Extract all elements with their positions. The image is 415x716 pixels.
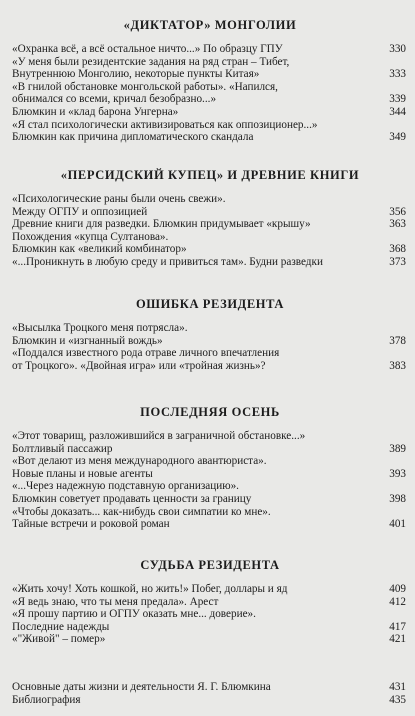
toc-entry bbox=[12, 430, 408, 455]
page-number: 431 bbox=[389, 681, 406, 693]
entry-line: «"Живой" – помер» bbox=[12, 633, 106, 646]
toc-entry bbox=[12, 243, 408, 256]
page-number: 333 bbox=[389, 68, 406, 81]
page-number: 389 bbox=[389, 442, 406, 455]
toc-entry bbox=[12, 119, 408, 132]
entry-line: «Поддался известного рода отраве личного впечатления bbox=[12, 347, 280, 360]
entry-line: обнимался со всеми, кричал безобразно...» bbox=[12, 93, 217, 106]
entry-line: Блюмкин как «великий комбинатор» bbox=[12, 243, 187, 256]
entry-line: «...Проникнуть в любую среду и привиться там». Будни разведки bbox=[12, 255, 323, 268]
toc-entry bbox=[12, 633, 408, 646]
toc-entry bbox=[12, 608, 408, 633]
toc-entry bbox=[12, 322, 408, 347]
entry-line: «Чтобы доказать... как-нибудь свои симпатии ко мне». bbox=[12, 505, 271, 518]
toc-section-persian-merchant bbox=[12, 167, 408, 269]
entry-line: Блюмкин советует продавать ценности за границу bbox=[12, 492, 252, 505]
entry-line: «Охранка всё, а всё остальное ничто...» По образцу ГПУ bbox=[12, 43, 283, 55]
entry-line: «Я ведь знаю, что ты меня предала». Арест bbox=[12, 595, 219, 608]
page-number: 401 bbox=[389, 518, 406, 531]
page-number: 417 bbox=[389, 620, 406, 633]
page-number: 349 bbox=[389, 131, 406, 144]
page-number: 421 bbox=[389, 633, 406, 646]
entry-line: Древние книги для разведки. Блюмкин придумывает «крышу» bbox=[12, 218, 311, 231]
entry-line: «Высылка Троцкого меня потрясла». bbox=[12, 322, 188, 334]
entry-line: Последние надежды bbox=[12, 620, 110, 633]
section-heading: ПОСЛЕДНЯЯ ОСЕНЬ bbox=[140, 405, 280, 419]
toc-entry bbox=[12, 193, 408, 218]
entry-line: Внутреннюю Монголию, некоторые пункты Китая» bbox=[12, 68, 260, 81]
entry-line: «Я прошу партию и ОГПУ оказать мне... доверие». bbox=[12, 608, 256, 621]
page-number: 409 bbox=[389, 583, 406, 595]
page-number: 373 bbox=[389, 255, 406, 268]
toc-entry bbox=[12, 347, 408, 372]
page-number: 393 bbox=[389, 467, 406, 480]
section-heading: «ДИКТАТОР» МОНГОЛИИ bbox=[123, 18, 297, 32]
page-number: 398 bbox=[389, 492, 406, 505]
entry-line: «В гнилой обстановке монгольской работы». «Напился, bbox=[12, 80, 278, 93]
page-number: 344 bbox=[389, 105, 406, 118]
entry-line: Блюмкин как причина дипломатического скандала bbox=[12, 131, 254, 144]
entry-line: «Жить хочу! Хоть кошкой, но жить!» Побег, доллары и яд bbox=[12, 583, 288, 595]
toc-entry bbox=[12, 131, 408, 144]
toc-entry bbox=[12, 694, 408, 707]
page-number: 368 bbox=[389, 243, 406, 256]
toc-section-appendix bbox=[12, 681, 408, 706]
section-heading: ОШИБКА РЕЗИДЕНТА bbox=[135, 297, 285, 311]
entry-line: Тайные встречи и роковой роман bbox=[12, 518, 170, 531]
entry-line: Библиография bbox=[12, 693, 81, 706]
toc-entry bbox=[12, 56, 408, 81]
entry-line: «Психологические раны были очень свежи». bbox=[12, 193, 226, 205]
entry-line: Блюмкин и «клад барона Унгерна» bbox=[12, 105, 179, 118]
page-number: 378 bbox=[389, 334, 406, 347]
entry-line: «У меня были резидентские задания на ряд стран – Тибет, bbox=[12, 55, 290, 68]
toc-entry bbox=[12, 256, 408, 269]
toc-entry bbox=[12, 81, 408, 106]
entry-line: «Я стал психологически активизироваться как оппозиционер...» bbox=[12, 118, 318, 131]
toc-entry bbox=[12, 218, 408, 231]
page-number: 339 bbox=[389, 93, 406, 106]
toc-entry bbox=[12, 43, 408, 56]
toc-entry bbox=[12, 596, 408, 609]
page-number: 363 bbox=[389, 218, 406, 231]
toc-entry bbox=[12, 106, 408, 119]
toc-section-resident-mistake bbox=[12, 296, 408, 372]
entry-line: Похождения «купца Султанова». bbox=[12, 230, 169, 243]
toc-section-mongolia bbox=[12, 17, 408, 144]
toc-entry bbox=[12, 681, 408, 694]
toc-section-resident-fate bbox=[12, 557, 408, 646]
toc-entry bbox=[12, 231, 408, 244]
entry-line: Между ОГПУ и оппозицией bbox=[12, 205, 148, 218]
toc-section-last-autumn bbox=[12, 404, 408, 531]
entry-line: Новые планы и новые агенты bbox=[12, 467, 153, 480]
entry-line: «Этот товарищ, разложившийся в заграничной обстановке...» bbox=[12, 430, 306, 442]
toc-entry bbox=[12, 583, 408, 596]
toc-entry bbox=[12, 480, 408, 505]
entry-line: «Вот делают из меня международного авантюриста». bbox=[12, 455, 267, 468]
page-number: 412 bbox=[389, 595, 406, 608]
toc-entry bbox=[12, 506, 408, 531]
entry-line: от Троцкого». «Двойная игра» или «тройная жизнь»? bbox=[12, 359, 266, 372]
toc-entry bbox=[12, 455, 408, 480]
entry-line: Болтливый пассажир bbox=[12, 442, 113, 455]
entry-line: Основные даты жизни и деятельности Я. Г. Блюмкина bbox=[12, 681, 271, 693]
section-heading: СУДЬБА РЕЗИДЕНТА bbox=[140, 558, 280, 572]
page-number: 383 bbox=[389, 359, 406, 372]
entry-line: «...Через надежную подставную организацию». bbox=[12, 480, 239, 493]
page-number: 435 bbox=[389, 693, 406, 706]
section-heading: «ПЕРСИДСКИЙ КУПЕЦ» И ДРЕВНИЕ КНИГИ bbox=[60, 168, 360, 182]
page-number: 330 bbox=[389, 43, 406, 55]
entry-line: Блюмкин и «изгнанный вождь» bbox=[12, 334, 163, 347]
page-number: 356 bbox=[389, 205, 406, 218]
